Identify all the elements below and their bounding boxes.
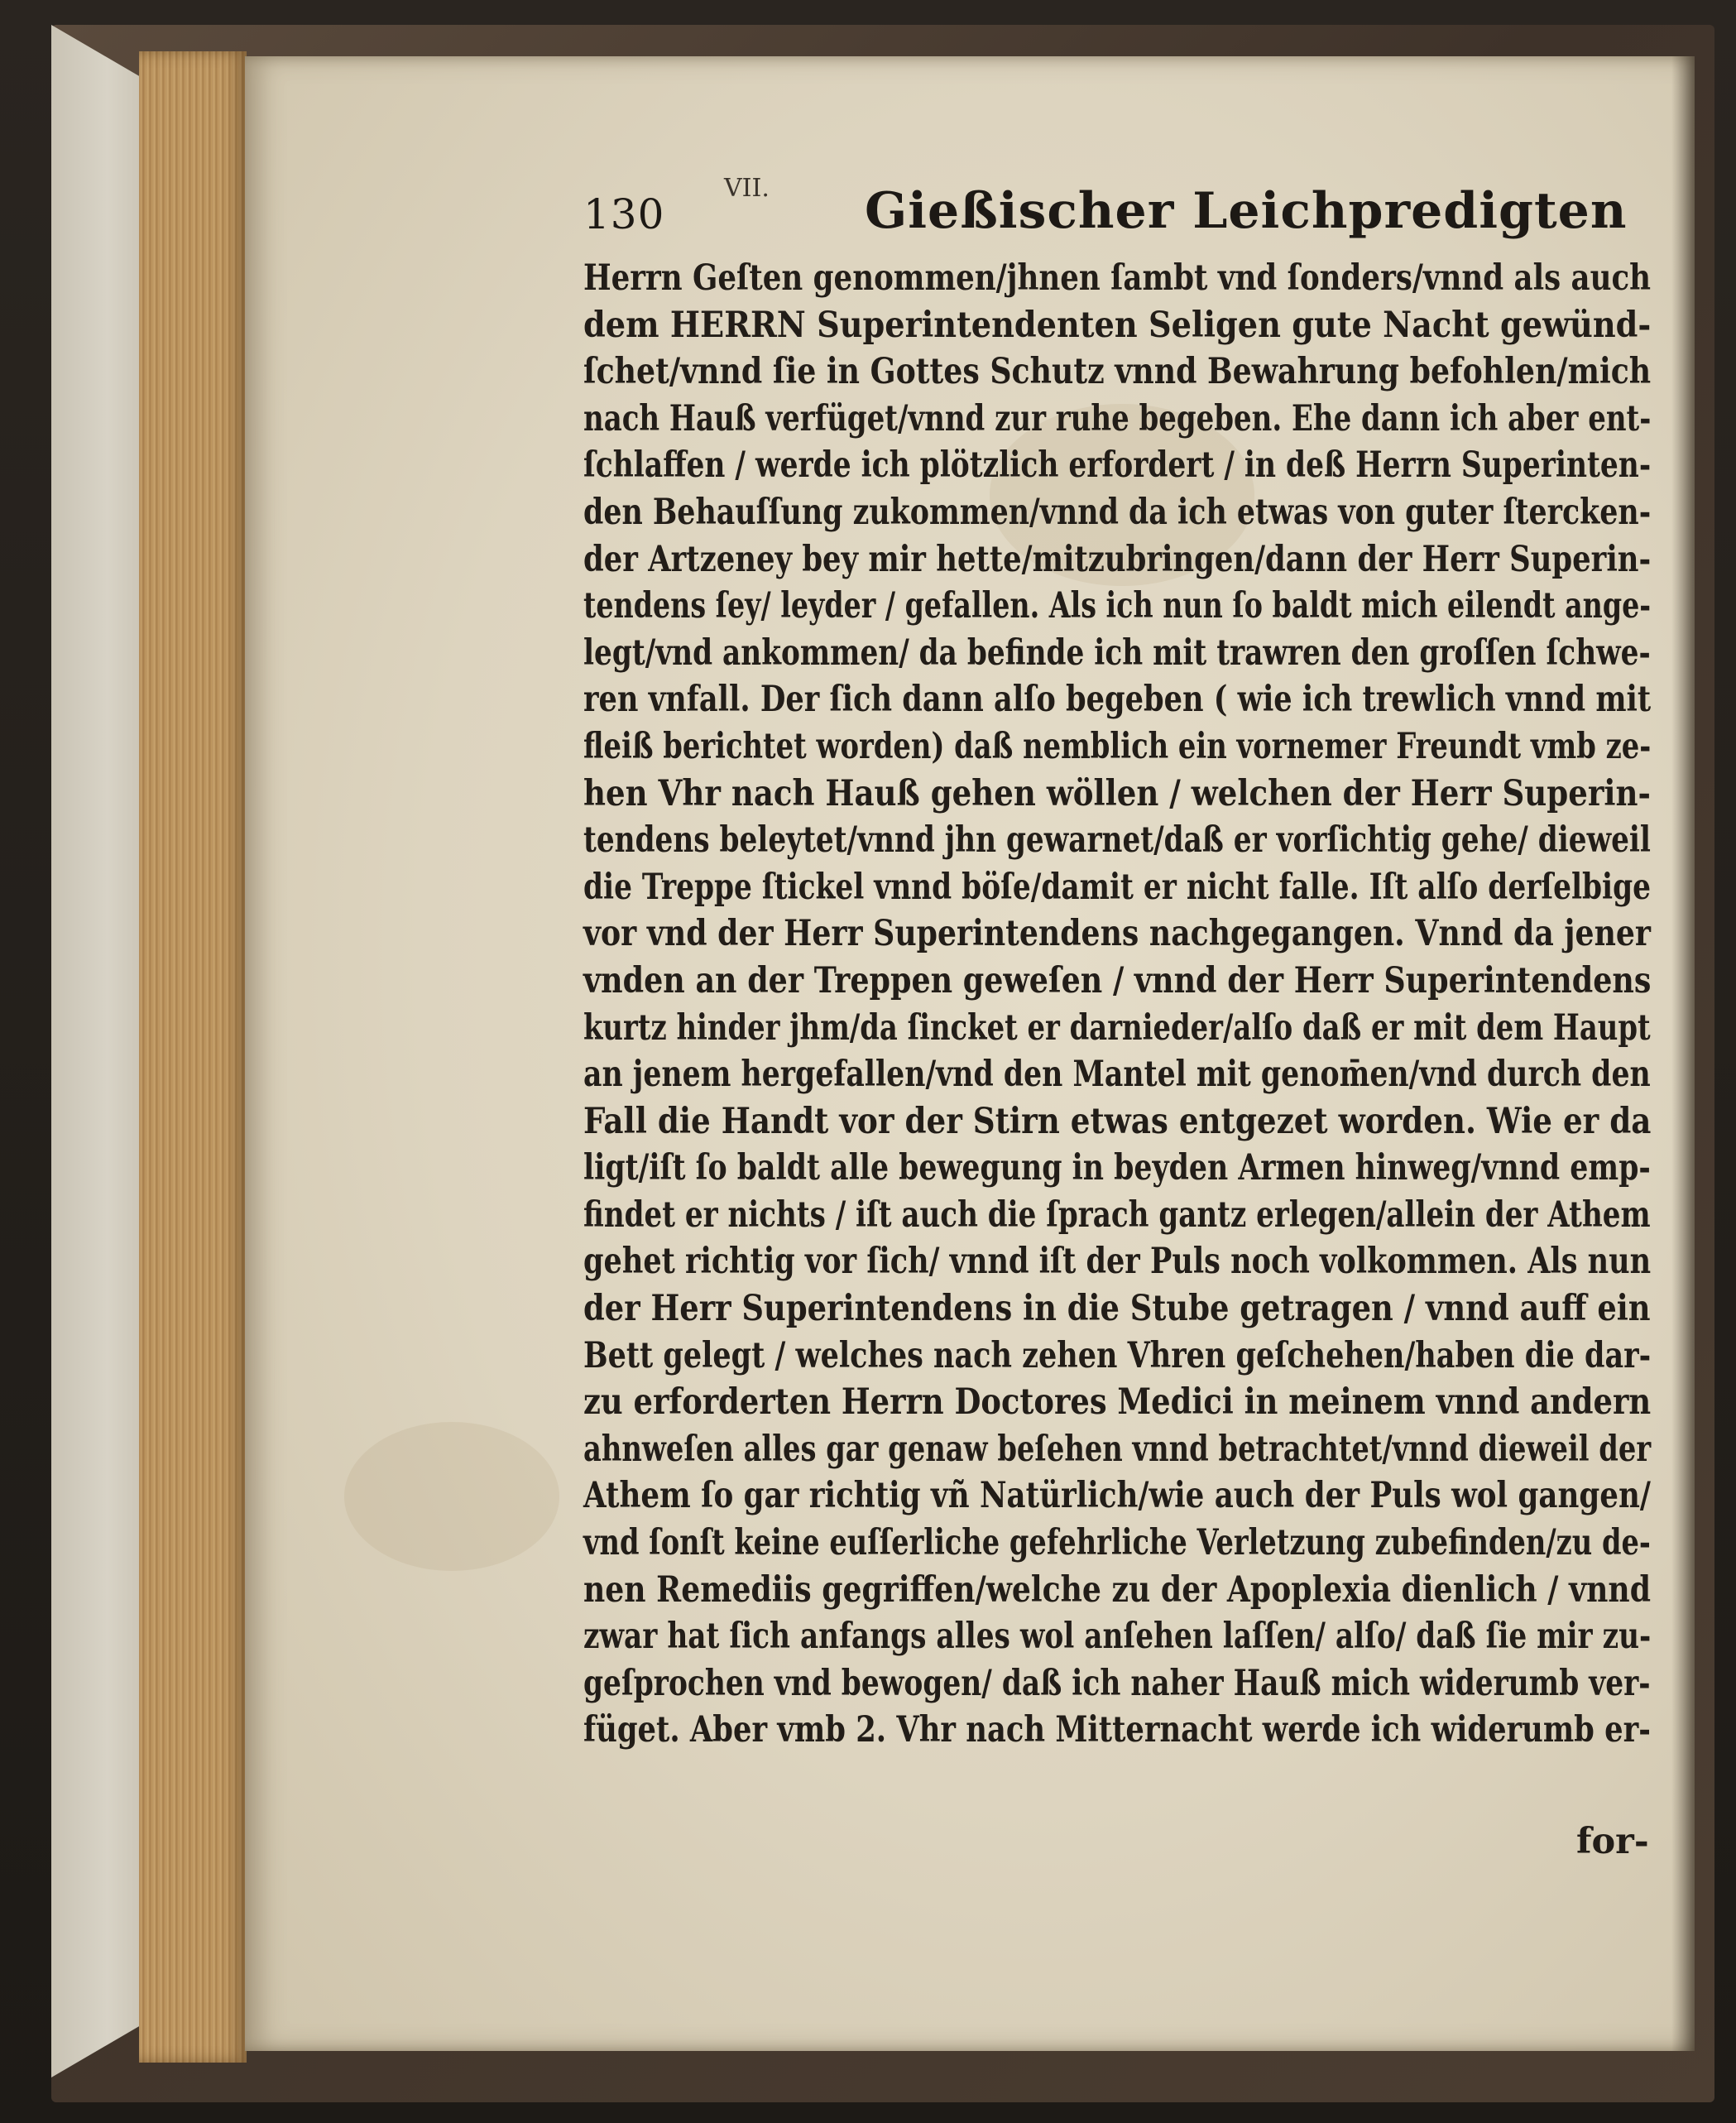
page-edges [139, 51, 247, 2063]
text-line: Athem ſo gar richtig vñ Natürlich/wie auch der Puls wol gangen/ [583, 1475, 1651, 1517]
text-line: nen Remediis gegriffen/welche zu der Apoplexia dienlich / vnnd [583, 1568, 1651, 1611]
marginal-annotation: VII. [724, 174, 770, 203]
text-line: ligt/iſt ſo baldt alle bewegung in beyden Armen hinweg/vnnd emp- [583, 1147, 1651, 1189]
text-line: füget. Aber vmb 2. Vhr nach Mitternacht werde ich widerumb er- [583, 1709, 1651, 1751]
text-line: dem HERRN Superintendenten Seligen gute Nacht gewünd- [583, 304, 1652, 346]
text-line: zwar hat ſich anfangs alles wol anſehen laſſen/ alſo/ daß ſie mir zu- [583, 1616, 1652, 1658]
text-line: ren vnfall. Der ſich dann alſo begeben ( wie ich trewlich vnnd mit [583, 679, 1652, 721]
text-line: der Artzeney bey mir hette/mitzubringen/dann der Herr Superin- [583, 538, 1652, 580]
page-number: 130 [583, 190, 665, 238]
body-text [583, 255, 1651, 1754]
text-line: Bett gelegt / welches nach zehen Vhren geſchehen/haben die dar- [583, 1334, 1652, 1376]
text-line: ahnweſen alles gar genaw beſehen vnnd betrachtet/vnnd dieweil der [583, 1428, 1652, 1470]
text-line: Fall die Handt vor der Stirn etwas entgezet worden. Wie er da [583, 1100, 1652, 1142]
text-line: gehet richtig vor ſich/ vnnd iſt der Puls noch volkommen. Als nun [583, 1241, 1652, 1283]
text-line: fleiß berichtet worden) daß nemblich ein vornemer Freundt vmb ze- [583, 725, 1652, 767]
text-line: tendens beleytet/vnnd jhn gewarnet/daß er vorſichtig gehe/ dieweil [583, 819, 1651, 862]
running-title: Gießischer Leichpredigten [865, 182, 1628, 240]
text-line: findet er nichts / iſt auch die ſprach gantz erlegen/allein der Athem [583, 1194, 1651, 1236]
text-line: zu erforderten Herrn Doctores Medici in meinem vnnd andern [583, 1381, 1652, 1424]
text-line: die Treppe ſtickel vnnd böſe/damit er nicht falle. Iſt alſo derſelbige [583, 866, 1652, 908]
text-line: ſchet/vnnd ſie in Gottes Schutz vnnd Bewahrung befohlen/mich [583, 351, 1652, 393]
running-head [583, 174, 1659, 248]
page-gutter-shadow [1671, 56, 1695, 2051]
text-line: vnd ſonſt keine euſſerliche gefehrliche Verletzung zubefinden/zu de- [583, 1522, 1651, 1564]
text-line: ſchlaffen / werde ich plötzlich erfordert / in deß Herrn Superinten- [583, 444, 1652, 487]
text-line: geſprochen vnd bewogen/ daß ich naher Hauß mich widerumb ver- [583, 1662, 1651, 1704]
text-line: vor vnd der Herr Superintendens nachgegangen. Vnnd da jener [583, 913, 1652, 955]
text-line: Herrn Geſten genommen/jhnen ſambt vnd ſonders/vnnd als auch [583, 257, 1651, 299]
text-line: kurtz hinder jhm/da ſincket er darnieder/alſo daß er mit dem Haupt [583, 1006, 1651, 1049]
catchword: for- [1576, 1821, 1649, 1862]
text-line: vnden an der Treppen geweſen / vnnd der Herr Superintendens [583, 959, 1652, 1001]
paper-stain [344, 1422, 559, 1571]
text-line: legt/vnd ankommen/ da befinde ich mit trawren den groſſen ſchwe- [583, 632, 1651, 674]
text-line: an jenem hergefallen/vnd den Mantel mit genom̄en/vnd durch den [583, 1054, 1651, 1096]
text-line: hen Vhr nach Hauß gehen wöllen / welchen der Herr Superin- [583, 772, 1651, 814]
text-line: der Herr Superintendens in die Stube getragen / vnnd auff ein [583, 1288, 1651, 1330]
text-line: nach Hauß verfüget/vnnd zur ruhe begeben. Ehe dann ich aber ent- [583, 397, 1652, 439]
text-line: den Behauſſung zukommen/vnnd da ich etwas von guter ſtercken- [583, 491, 1652, 533]
text-line: tendens ſey/ leyder / gefallen. Als ich nun ſo baldt mich eilendt ange- [583, 585, 1652, 627]
